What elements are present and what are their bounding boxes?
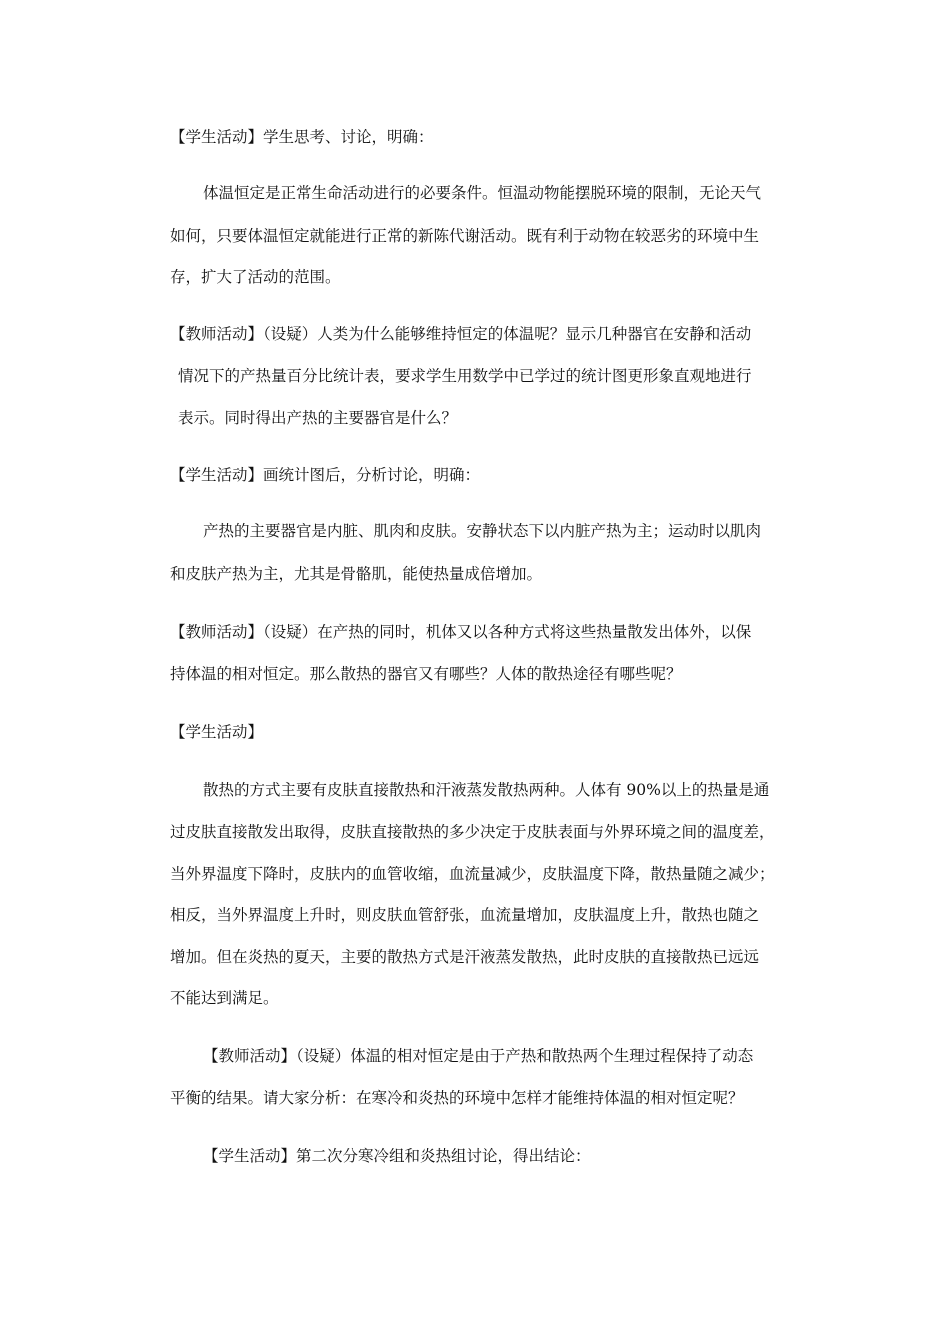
student-activity-heading: 【学生活动】第二次分寒冷组和炎热组讨论，得出结论： (203, 1147, 591, 1165)
body-text-line: 体温恒定是正常生命活动进行的必要条件。恒温动物能摆脱环境的限制，无论天气 (203, 184, 762, 202)
student-activity-heading: 【学生活动】学生思考、讨论，明确： (170, 128, 434, 146)
teacher-activity-line: 持体温的相对恒定。那么散热的器官又有哪些？人体的散热途径有哪些呢？ (170, 665, 682, 683)
body-text-line: 散热的方式主要有皮肤直接散热和汗液蒸发散热两种。人体有 90%以上的热量是通 (203, 781, 770, 799)
teacher-activity-line: 【教师活动】（设疑）在产热的同时，机体又以各种方式将这些热量散发出体外，以保 (170, 623, 752, 641)
body-text-line: 产热的主要器官是内脏、肌肉和皮肤。安静状态下以内脏产热为主；运动时以肌肉 (203, 522, 762, 540)
teacher-activity-line: 情况下的产热量百分比统计表，要求学生用数学中已学过的统计图更形象直观地进行 (178, 367, 752, 385)
body-text-line: 当外界温度下降时，皮肤内的血管收缩，血流量减少，皮肤温度下降，散热量随之减少； (170, 865, 775, 883)
body-text-line: 如何，只要体温恒定就能进行正常的新陈代谢活动。既有利于动物在较恶劣的环境中生 (170, 227, 760, 245)
teacher-activity-line: 【教师活动】（设疑）体温的相对恒定是由于产热和散热两个生理过程保持了动态 (203, 1047, 754, 1065)
student-activity-heading: 【学生活动】画统计图后，分析讨论，明确： (170, 466, 481, 484)
teacher-activity-line: 表示。同时得出产热的主要器官是什么？ (178, 409, 458, 427)
body-text-line: 不能达到满足。 (170, 989, 279, 1007)
body-text-line: 和皮肤产热为主，尤其是骨骼肌，能使热量成倍增加。 (170, 565, 543, 583)
teacher-activity-line: 平衡的结果。请大家分析：在寒冷和炎热的环境中怎样才能维持体温的相对恒定呢？ (170, 1089, 744, 1107)
body-text-line: 存，扩大了活动的范围。 (170, 268, 341, 286)
body-text-line: 过皮肤直接散发出取得，皮肤直接散热的多少决定于皮肤表面与外界环境之间的温度差， (170, 823, 775, 841)
teacher-activity-line: 【教师活动】（设疑）人类为什么能够维持恒定的体温呢？显示几种器官在安静和活动 (170, 325, 752, 343)
body-text-line: 相反，当外界温度上升时，则皮肤血管舒张，血流量增加，皮肤温度上升，散热也随之 (170, 906, 760, 924)
student-activity-heading: 【学生活动】 (170, 723, 264, 741)
body-text-line: 增加。但在炎热的夏天，主要的散热方式是汗液蒸发散热，此时皮肤的直接散热已远远 (170, 948, 760, 966)
